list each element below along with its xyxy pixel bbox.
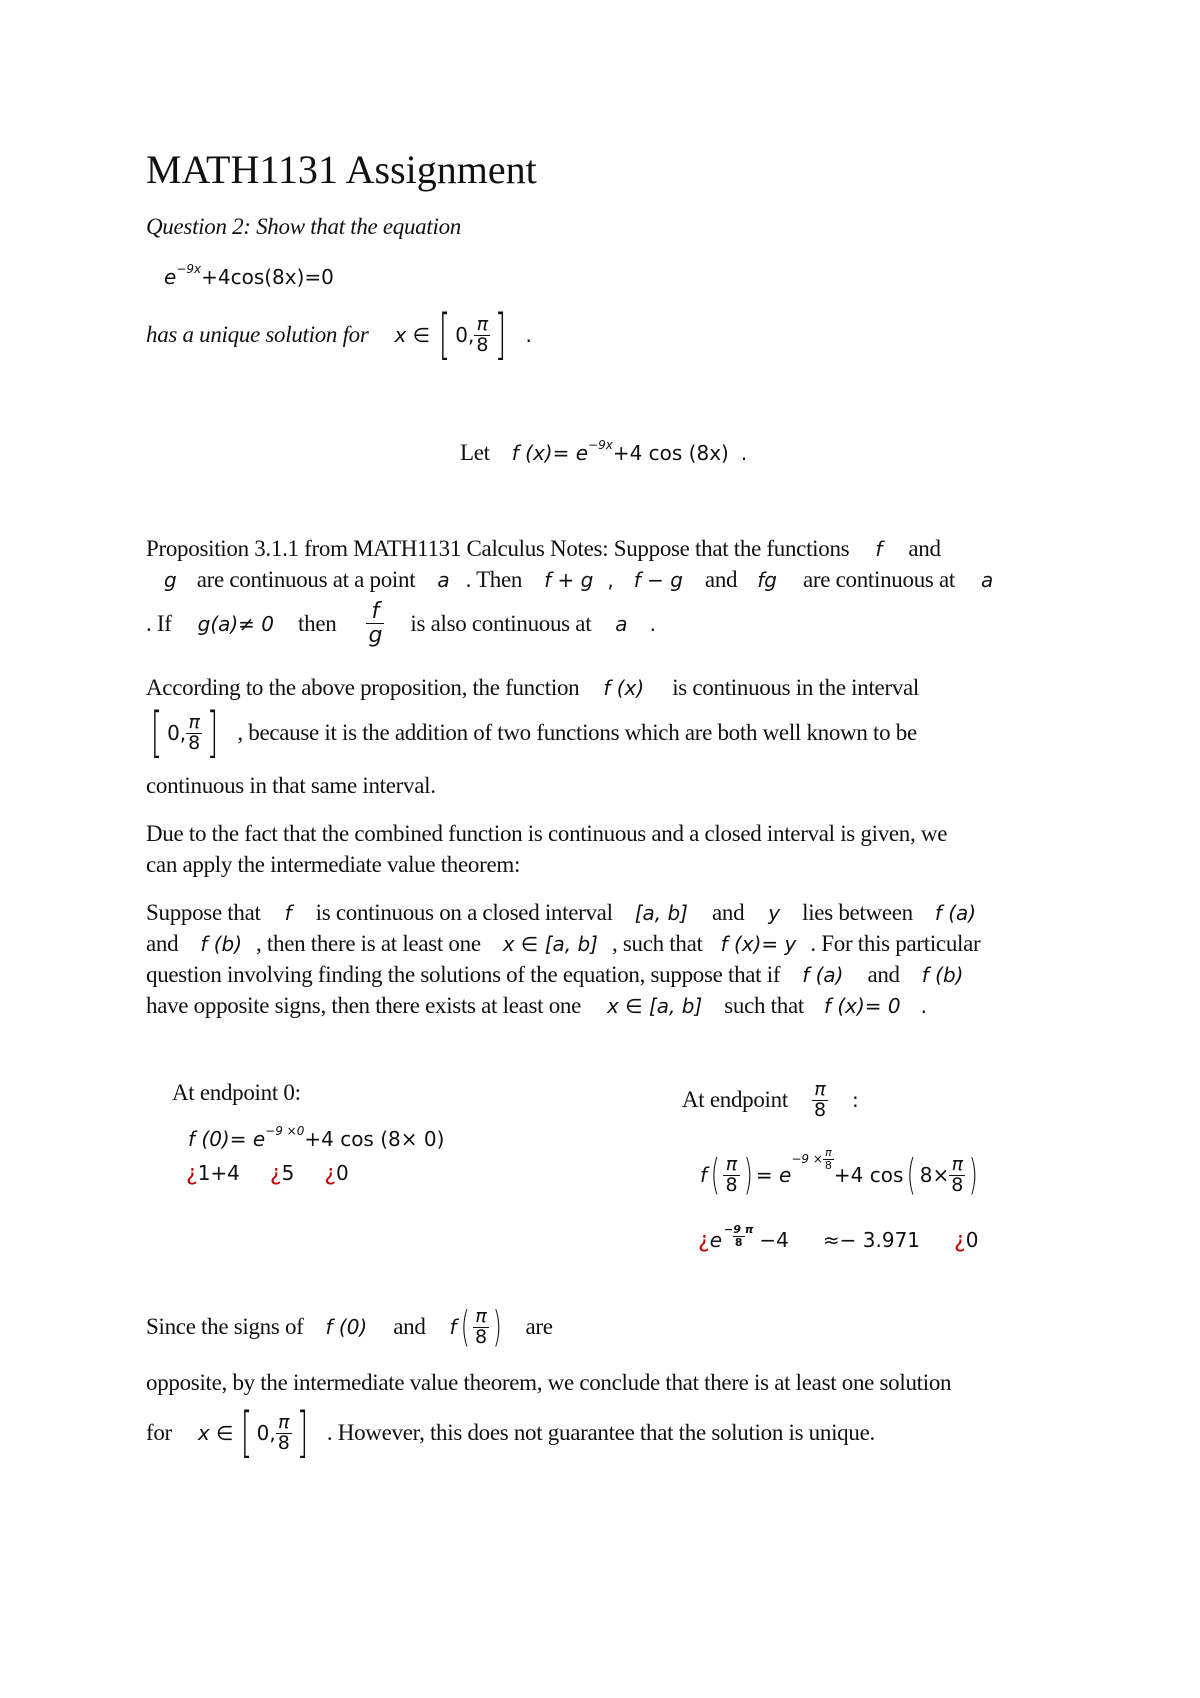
according-line-1: According to the above proposition, the function f (x) is continuous in the interval [146, 675, 920, 700]
since-line-2: opposite, by the intermediate value theorem, we conclude that there is at least one solution [146, 1370, 952, 1395]
ivt-line-1: Suppose that f is continuous on a closed interval [a, b] and y lies between f (a) [146, 900, 977, 925]
proposition-line-1: Proposition 3.1.1 from MATH1131 Calculus Notes: Suppose that the functions f and [146, 536, 941, 561]
left-bracket: [ [438, 303, 451, 366]
f-over-g: $\frac{f}{g}$ [368, 599, 383, 649]
left-bracket: [ [150, 701, 163, 764]
since-line-1: Since the signs of f (0) and f ( $\frac{\pi}{8}$ ) are [146, 1302, 553, 1351]
question-equation: $e^{-9x}+4\cos(8x)=0$ [164, 262, 334, 289]
let-definition: Let f (x)= e −9x +4 cos (8x) . [460, 438, 748, 465]
according-line-2: [ 0, $\frac{\pi}{8}$ ] , because it is the addition of two functions which are both well known to be [150, 701, 917, 764]
pi-over-8: $\frac{\pi}{8}$ [188, 710, 201, 754]
endpoint-pi8-label: At endpoint $\frac{\pi}{8}$ : [682, 1078, 859, 1121]
pi-over-8: $\frac{\pi}{8}$ [813, 1078, 827, 1121]
due-line-1: Due to the fact that the combined function is continuous and a closed interval is given, we [146, 821, 948, 846]
since-line-3: for x ∈ [ 0, $\frac{\pi}{8}$ ] . However, this does not guarantee that the solution is unique. [146, 1401, 875, 1464]
right-bracket: ] [495, 303, 507, 366]
right-bracket: ] [207, 701, 219, 764]
endpoint-0-equation: f $(0)= e^{-9 \times 0}+4$ cos (8× 0) [188, 1124, 445, 1151]
unique-solution-line: has a unique solution for x ∈ [ 0, $\frac{\pi}{8}$ ] . [146, 303, 532, 366]
ivt-line-2: and f (b) , then there is at least one x ∈ [a, b] , such that f (x)= y . For this particular [146, 931, 981, 956]
pi-over-8: $\frac{\pi}{8}$ [476, 312, 489, 356]
endpoint-pi8-values: ¿ e $\frac{-9 \pi}{8}$ −4 ≈− 3.971 ¿ 0 [698, 1223, 979, 1253]
endpoint-0-label: At endpoint 0: [172, 1080, 301, 1105]
due-line-2: can apply the intermediate value theorem: [146, 852, 521, 877]
proposition-line-3: . If g(a)≠ 0 then $\frac{f}{g}$ is also continuous at a . [146, 599, 656, 649]
ivt-line-3: question involving finding the solutions of the equation, suppose that if f (a) and f (b) [146, 962, 964, 987]
endpoint-0-values: ¿ 1+4 ¿ 5 ¿ 0 [186, 1161, 349, 1186]
endpoint-pi8-equation: f ( $\frac{\pi}{8}$ ) = e −9 × $\frac{\pi}{8}$ +4 cos ( 8× $\frac{\pi}{8}$ ) [700, 1145, 979, 1199]
page-title: MATH1131 Assignment [146, 147, 537, 192]
question-prompt: Question 2: Show that the equation [146, 214, 461, 239]
proposition-line-2: g are continuous at a point a . Then f + g , f − g and fg are continuous at a [164, 567, 994, 592]
ivt-line-4: have opposite signs, then there exists at least one x ∈ [a, b] such that f (x)= 0 . [146, 993, 928, 1018]
according-line-3: continuous in that same interval. [146, 773, 436, 798]
